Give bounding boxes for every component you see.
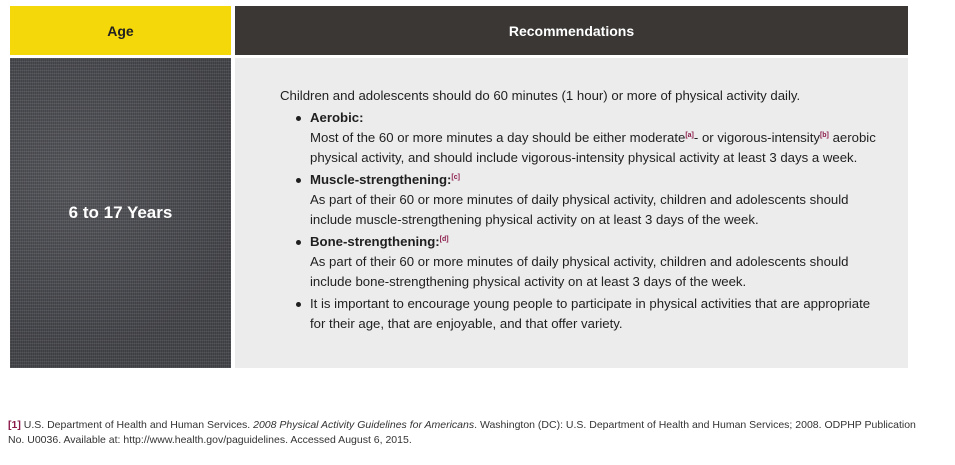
muscle-strengthening-title: Muscle-strengthening: (310, 172, 452, 187)
bullet-icon (296, 178, 301, 183)
age-column-header (10, 6, 231, 55)
reference-b[interactable]: [b] (819, 132, 829, 139)
guidelines-table (10, 6, 908, 368)
bullet-icon (296, 302, 301, 307)
bone-strengthening-title: Bone-strengthening: (310, 234, 440, 249)
age-header-label: Age (107, 22, 134, 39)
footnote-marker: [1] (8, 419, 21, 431)
muscle-strengthening-text: As part of their 60 or more minutes of daily physical activity, children and adolescents should include muscle-strengthening physical activity on at least 3 days of the week. (310, 192, 849, 227)
recommendations-cell (235, 58, 908, 368)
list-item-bone-strengthening (280, 232, 880, 292)
footnote (8, 418, 918, 448)
bone-strengthening-text: As part of their 60 or more minutes of daily physical activity, children and adolescents should include bone-strengthening physical activity on at least 3 days of the week. (310, 254, 849, 289)
age-group-cell (10, 58, 231, 368)
intro-text: Children and adolescents should do 60 minutes (1 hour) or more of physical activity daily. (280, 88, 801, 103)
recommendations-column-header (235, 6, 908, 55)
footnote-text-start: U.S. Department of Health and Human Services. (20, 419, 254, 431)
bullet-icon (296, 116, 301, 121)
list-item-muscle-strengthening (280, 170, 880, 230)
aerobic-title: Aerobic: (310, 110, 364, 125)
reference-a[interactable]: [a] (685, 132, 694, 139)
aerobic-text: Most of the 60 or more minutes a day should be either moderate[a]- or vigorous-intensity[b] aerobic physical activity, and should include vigorous-intensity physical activity at least 3 days a week. (310, 130, 876, 165)
recommendations-header-label: Recommendations (508, 22, 635, 39)
recommendation-list (280, 108, 880, 334)
bullet-icon (296, 240, 301, 245)
reference-d[interactable]: [d] (439, 236, 449, 243)
list-item-variety (280, 294, 880, 334)
list-item-aerobic (280, 108, 880, 168)
footnote-publication-title: 2008 Physical Activity Guidelines for Americans (253, 419, 475, 431)
recommendations-content (280, 86, 880, 336)
age-group-label: 6 to 17 Years (68, 203, 173, 222)
footnote-text-end: . Washington (DC): U.S. Department of Health and Human Services; 2008. ODPHP Publication No. U0036. Available at: http://www.health.gov/paguidelines. Accessed August 6, 2015. (8, 419, 916, 446)
variety-text: It is important to encourage young people to participate in physical activities that are appropriate for their age, that are enjoyable, and that offer variety. (310, 296, 871, 331)
reference-c[interactable]: [c] (451, 174, 460, 181)
